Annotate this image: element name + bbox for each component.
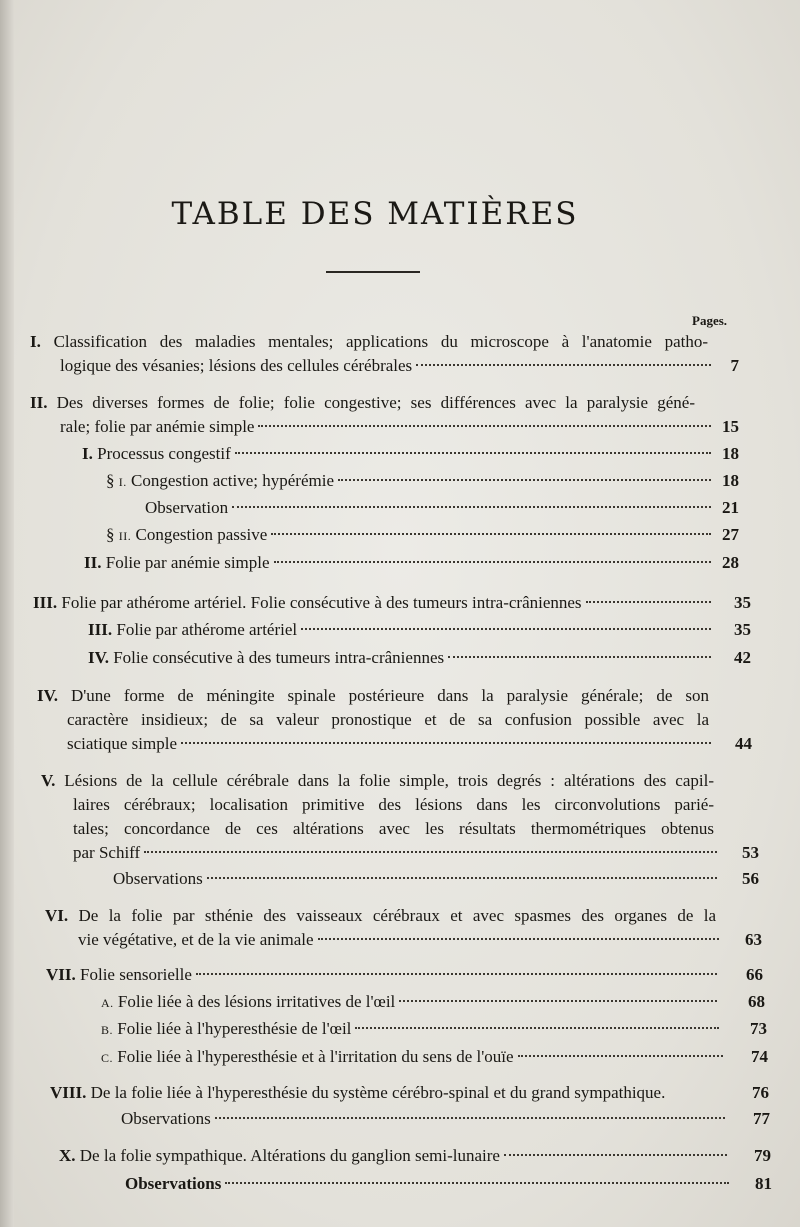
toc-entry-8-page: 35 [734, 593, 751, 612]
page-binding-edge [0, 0, 14, 1227]
toc-entry-2-line-2: rale; folie par anémie simple [60, 414, 715, 440]
pages-column-label: Pages. [692, 313, 728, 328]
toc-entry-11-page: 44 [735, 734, 752, 753]
toc-entry-14-line-1: VI. De la folie par sthénie des vaisseaux cérébraux et avec spasmes des organes de la [45, 906, 716, 925]
toc-entry-18-page: 74 [751, 1047, 768, 1066]
toc-entry-11-line-2: caractère insidieux; de sa valeur pronostique et de sa confusion possible avec la [67, 710, 709, 729]
toc-entry-6-page: 27 [722, 525, 739, 544]
toc-entry-7-page: 28 [722, 553, 739, 572]
toc-entry-3-page: 18 [722, 444, 739, 463]
toc-entry-4: § I. Congestion active; hypérémie [106, 468, 715, 494]
toc-entry-1-page: 7 [730, 356, 739, 375]
toc-entry-15-page: 66 [746, 965, 763, 984]
toc-entry-13: Observations [113, 866, 721, 892]
toc-entry-21: X. De la folie sympathique. Altérations du ganglion semi-lunaire [59, 1143, 731, 1169]
toc-entry-12-page: 53 [742, 843, 759, 862]
toc-entry-12-line-2: laires cérébraux; localisation primitive des lésions dans les circonvolutions parié- [73, 795, 714, 814]
toc-entry-14-page: 63 [745, 930, 762, 949]
toc-entry-2-page: 15 [722, 417, 739, 436]
toc-entry-20: Observations [121, 1106, 729, 1132]
toc-entry-11-line-3: sciatique simple [67, 731, 715, 757]
toc-entry-18: C. Folie liée à l'hyperesthésie et à l'irritation du sens de l'ouïe [101, 1044, 727, 1070]
toc-entry-15: VII. Folie sensorielle [46, 962, 721, 988]
toc-entry-5-page: 21 [722, 498, 739, 517]
toc-entry-1-line-1: I. Classification des maladies mentales; applications du microscope à l'anatomie patho- [30, 332, 709, 351]
page-title: TABLE DES MATIÈRES [171, 196, 579, 232]
toc-entry-19-page: 76 [752, 1083, 769, 1102]
toc-entry-9-page: 35 [734, 620, 751, 639]
toc-entry-19: VIII. De la folie liée à l'hyperesthésie du système cérébro-spinal et du grand sympathique. [50, 1083, 666, 1102]
toc-entry-9: III. Folie par athérome artériel [88, 617, 715, 643]
toc-entry-14-line-2: vie végétative, et de la vie animale [78, 927, 723, 953]
toc-entry-20-page: 77 [753, 1109, 770, 1128]
toc-entry-16: A. Folie liée à des lésions irritatives de l'œil [101, 989, 721, 1015]
toc-entry-17-page: 73 [750, 1019, 767, 1038]
toc-entry-22: Observations [125, 1171, 733, 1197]
toc-entry-2-line-1: II. Des diverses formes de folie; folie congestive; ses différences avec la paralysie géné- [30, 393, 695, 412]
toc-entry-17: B. Folie liée à l'hyperesthésie de l'œil [101, 1016, 723, 1042]
toc-entry-12-line-4: par Schiff [73, 840, 721, 866]
toc-entry-13-page: 56 [742, 869, 759, 888]
toc-entry-5: Observation [145, 495, 715, 521]
toc-entry-1-line-2: logique des vésanies; lésions des cellules cérébrales [60, 353, 715, 379]
toc-entry-3: I. Processus congestif [82, 441, 715, 467]
toc-entry-16-page: 68 [748, 992, 765, 1011]
toc-entry-21-page: 79 [754, 1146, 771, 1165]
toc-entry-12-line-1: V. Lésions de la cellule cérébrale dans la folie simple, trois degrés : altérations des capil- [41, 771, 715, 790]
toc-entry-22-page: 81 [755, 1174, 772, 1193]
toc-entry-12-line-3: tales; concordance de ces altérations avec les résultats thermométriques obtenus [73, 819, 714, 838]
toc-entry-10-page: 42 [734, 648, 751, 667]
toc-entry-4-page: 18 [722, 471, 739, 490]
toc-entry-7: II. Folie par anémie simple [84, 550, 715, 576]
title-rule [326, 271, 420, 273]
toc-entry-10: IV. Folie consécutive à des tumeurs intra-crâniennes [88, 645, 715, 671]
toc-entry-6: § II. Congestion passive [106, 522, 715, 548]
toc-entry-11-line-1: IV. D'une forme de méningite spinale postérieure dans la paralysie générale; de son [37, 686, 710, 705]
toc-entry-8: III. Folie par athérome artériel. Folie consécutive à des tumeurs intra-crâniennes [33, 590, 715, 616]
